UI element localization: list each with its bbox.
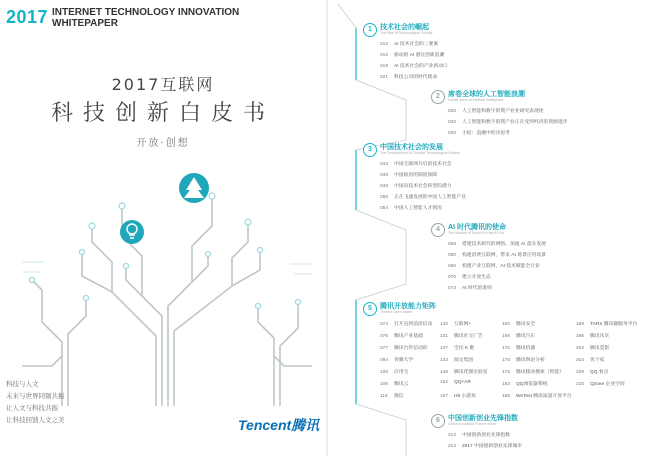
toc-entry: 074 打开直到前沿信动 [380, 322, 433, 327]
toc-entry: 143 阅文集团 [440, 358, 474, 363]
toc-entry: 213 中国创新创业先锋指数 [448, 433, 510, 438]
cover-slogan-3: 让人文与科技共振 [6, 405, 58, 412]
toc-entry: 073 AI 时代的准则 [448, 286, 492, 291]
toc-entry: 021 科技公司的时代使命 [380, 75, 438, 80]
toc-entry: 170 腾讯机器 [502, 346, 536, 351]
toc-entry: 115 微信 [380, 394, 404, 399]
toc-entry: 160 腾讯安全 [502, 322, 536, 327]
toc-entry: 146 腾讯优图实验室 [440, 370, 488, 375]
section-4-subtitle: The Mission of Tencent in the AI Era [448, 231, 504, 235]
toc-entry: 166 腾讯汽车 [502, 334, 536, 339]
toc-entry: 188 WeTest 腾讯质量开放平台 [502, 394, 572, 399]
toc-entry: 100 应用宝 [380, 370, 409, 375]
toc-entry: 046 中国政府的制度保障 [380, 173, 438, 178]
toc-entry: 076 腾讯产业基础 [380, 334, 423, 339]
cover-tagline: 开放·创想 [136, 138, 190, 149]
cover-page [0, 0, 326, 456]
page-divider [326, 0, 328, 456]
section-5-title: 腾讯开放能力矩阵 [380, 303, 436, 310]
toc-entry: 196 腾讯乐享 [576, 334, 610, 339]
cover-header-line1: INTERNET TECHNOLOGY INNOVATION [52, 7, 240, 18]
section-3-number: 3 [363, 143, 377, 157]
toc-entry: 176 腾讯移动搜索（智能） [502, 370, 564, 375]
toc-entry: 049 中国向技术社会转型的潜力 [380, 184, 452, 189]
cover-slogan-2: 未来与世界同频共振 [6, 393, 65, 400]
toc-entry: 152 QQ+AR [440, 380, 471, 385]
toc-entry: 012 AI 技术社会的三要素 [380, 42, 439, 47]
section-2-subtitle: Global Wave of Artificial Intelligence [448, 98, 504, 102]
section-3-subtitle: The Development of Chinese Technological Society [380, 151, 460, 155]
toc-entry: 019 AI 技术社会的产业新动口 [380, 64, 448, 69]
toc-entry: 077 腾讯台传信动的 [380, 346, 428, 351]
toc-entry: 054 中国人工智能人才情况 [380, 206, 442, 211]
toc-entry: 210 Qzone 企业空间 [576, 382, 625, 387]
circuit-tree-illustration [22, 166, 312, 406]
section-1-number: 1 [363, 23, 377, 37]
toc-entry: 050 正在飞速发展的中国人工智能产业 [380, 195, 466, 200]
toc-entry: 106 腾讯云 [380, 382, 409, 387]
toc-entry: 070 建立开放生态 [448, 275, 491, 280]
toc-entry: 040 小结：浪潮中的冷思考 [448, 131, 510, 136]
toc-entry: 026 人工智能和数字的资产业业研究表现述 [448, 109, 544, 114]
toc-entry: 066 构建产业互联网，AI 技术赋能全行业 [448, 264, 540, 269]
toc-entry: 175 腾讯舆论分析 [502, 358, 545, 363]
cover-title-line2: 科技创新白皮书 [50, 101, 275, 126]
toc-entry: 157 H5 小游戏 [440, 394, 476, 399]
section-4-title: AI 时代腾讯的使命 [448, 224, 506, 231]
toc-entry: 137 全民 K 歌 [440, 346, 475, 351]
toc-entry: 043 中国互联网开启的技术社会 [380, 162, 452, 167]
section-5-number: 5 [363, 302, 377, 316]
toc-entry: 015 驱动的 AI 潜在创新浪潮 [380, 53, 445, 58]
cover-slogan-1: 科技与人文 [6, 381, 39, 388]
section-3-title: 中国技术社会的发展 [380, 144, 443, 151]
toc-entry: 214 2017 中国创新创业先锋城市 [448, 444, 522, 449]
toc-entry: 204 优个家 [576, 358, 605, 363]
toc-entry: 094 青腾大学 [380, 358, 414, 363]
section-6-subtitle: China Innovation Pioneer Index [448, 422, 497, 426]
section-1-subtitle: The Rise of Technological Society [380, 31, 433, 35]
cover-header-line2: WHITEPAPER [52, 18, 118, 29]
toc-entry: 060 构建消费互联网，带来 AI 场景应用场景 [448, 253, 546, 258]
cover-year: 2017 [6, 7, 49, 27]
section-1-title: 技术社会的崛起 [380, 24, 429, 31]
tencent-logo: Tencent腾讯 [238, 417, 320, 433]
section-5-subtitle: Tencent Open Matrix [380, 310, 413, 314]
toc-entry: 209 QQ 看点 [576, 370, 609, 375]
section-2-title: 席卷全球的人工智能浪潮 [448, 91, 525, 98]
toc-entry: 183 QQ浏览器系统 [502, 382, 548, 387]
tree-icon [179, 173, 209, 203]
toc-entry: 189 TARS 腾讯微服务平台 [576, 322, 638, 327]
toc-entry: 120 互联网+ [440, 322, 472, 327]
section-2-number: 2 [431, 90, 445, 104]
toc-entry: 032 人工智能和数字的资产业正在受到经济的资源进步 [448, 120, 568, 125]
section-6-number: 6 [431, 414, 445, 428]
section-6-title: 中国创新创业先锋指数 [448, 415, 518, 422]
toc-entry: 058 搭建技术研究的网络，加速 AI 落实发展 [448, 242, 546, 247]
section-4-number: 4 [431, 223, 445, 237]
bulb-icon [120, 220, 144, 244]
cover-title-line1: 2017互联网 [111, 75, 215, 94]
cover-slogan-4: 让科技回馈人文之美 [6, 417, 65, 424]
toc-entry: 131 腾讯社交广告 [440, 334, 483, 339]
table-of-contents [330, 0, 660, 456]
toc-entry: 202 腾讯觅影 [576, 346, 610, 351]
